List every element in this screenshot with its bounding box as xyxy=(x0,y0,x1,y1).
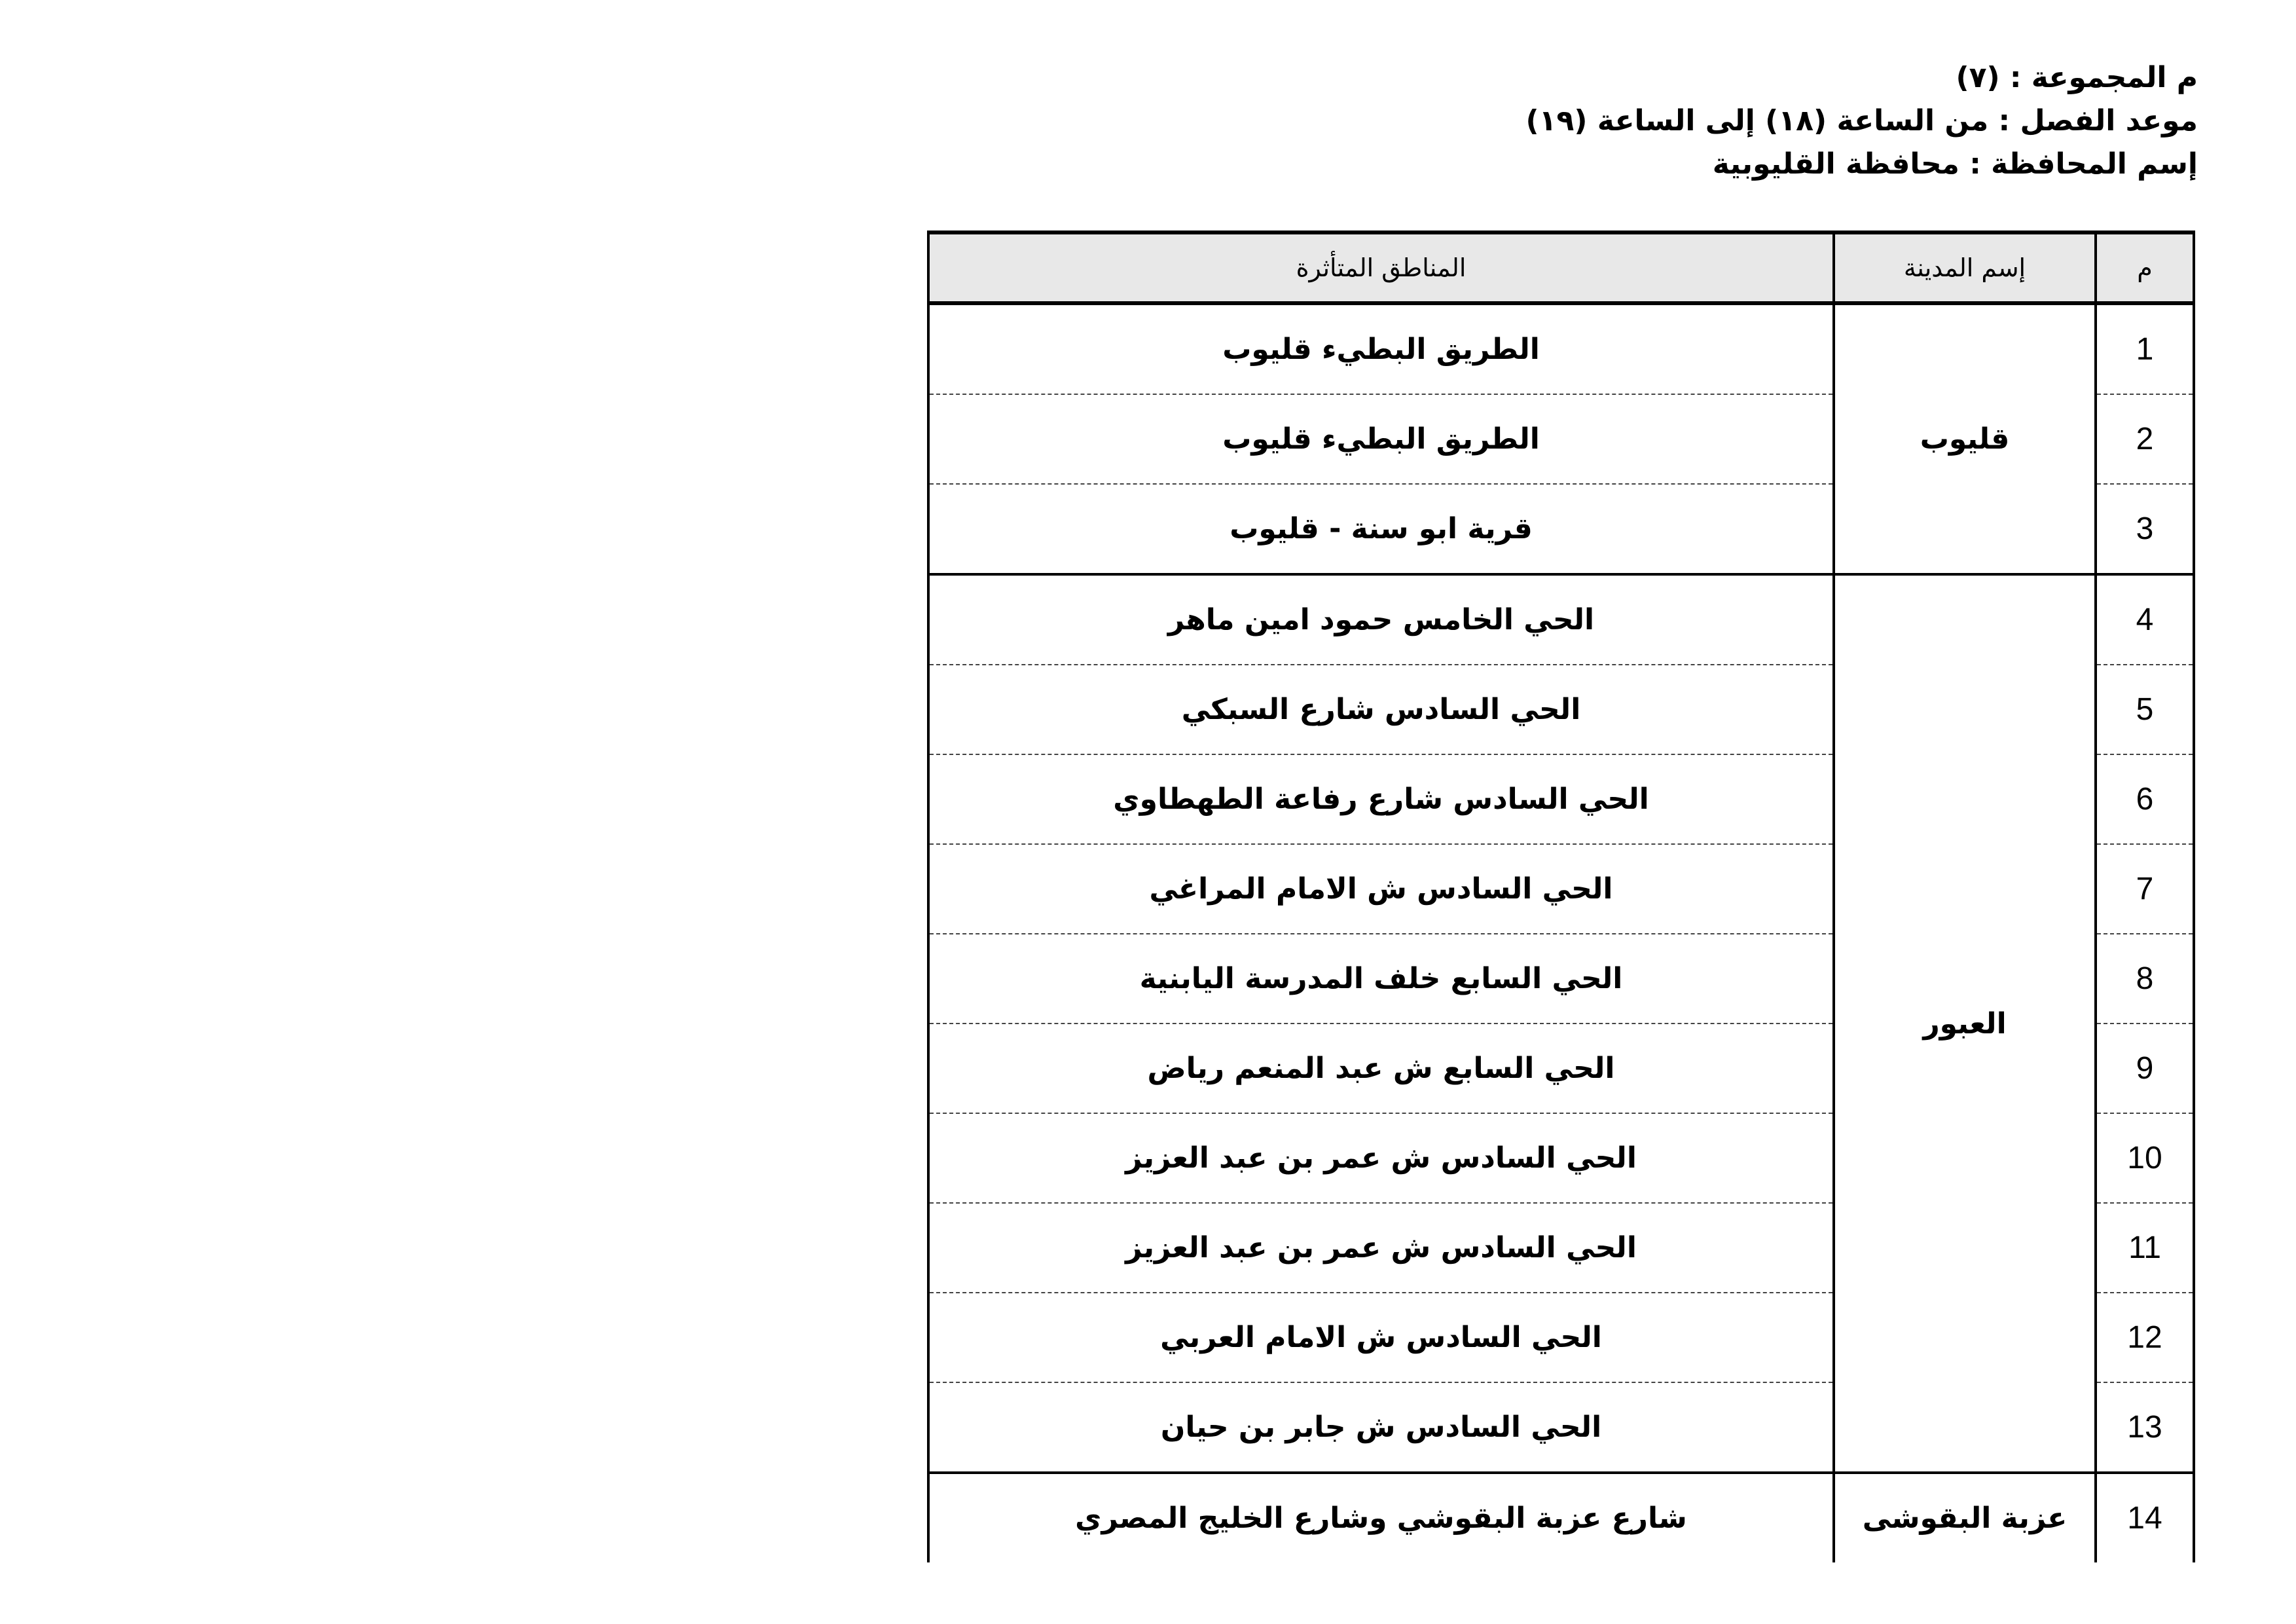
affected-area: الحي الخامس حمود امين ماهر xyxy=(928,574,1834,665)
affected-area: شارع عزبة البقوشي وشارع الخليج المصري xyxy=(928,1473,1834,1562)
table-row xyxy=(928,1473,2194,1562)
affected-area: الحي السادس ش الامام المراغي xyxy=(928,844,1834,934)
affected-area: الحي السادس شارع السبكي xyxy=(928,665,1834,754)
row-number: 3 xyxy=(2096,484,2194,574)
affected-area: الحي السادس شارع رفاعة الطهطاوي xyxy=(928,754,1834,844)
table-header-row xyxy=(928,232,2194,303)
affected-area: الحي السادس ش جابر بن حيان xyxy=(928,1382,1834,1473)
row-number: 11 xyxy=(2096,1203,2194,1293)
table-row xyxy=(928,574,2194,665)
row-number: 4 xyxy=(2096,574,2194,665)
city-cell-obour: العبور xyxy=(1834,574,2096,1473)
row-number: 7 xyxy=(2096,844,2194,934)
affected-areas-table xyxy=(927,231,2195,1562)
column-header-city: إسم المدينة xyxy=(1834,232,2096,303)
column-header-areas: المناطق المتأثرة xyxy=(928,232,1834,303)
row-number: 1 xyxy=(2096,303,2194,394)
affected-area: الطريق البطيء قليوب xyxy=(928,303,1834,394)
affected-area: الحي السادس ش عمر بن عبد العزيز xyxy=(928,1203,1834,1293)
row-number: 13 xyxy=(2096,1382,2194,1473)
table-row xyxy=(928,303,2194,394)
affected-area: الطريق البطيء قليوب xyxy=(928,394,1834,484)
row-number: 9 xyxy=(2096,1024,2194,1113)
row-number: 14 xyxy=(2096,1473,2194,1562)
city-cell-qalyub: قليوب xyxy=(1834,303,2096,574)
affected-area: الحي السادس ش عمر بن عبد العزيز xyxy=(928,1113,1834,1203)
affected-area: الحي السابع ش عبد المنعم رياض xyxy=(928,1024,1834,1113)
affected-area: قرية ابو سنة - قليوب xyxy=(928,484,1834,574)
row-number: 8 xyxy=(2096,934,2194,1024)
row-number: 6 xyxy=(2096,754,2194,844)
city-cell-ezbet-elbaqoushi: عزبة البقوشى xyxy=(1834,1473,2096,1562)
outage-time: موعد الفصل : من الساعة (١٨) إلى الساعة (١٩) xyxy=(1525,104,2198,138)
row-number: 2 xyxy=(2096,394,2194,484)
row-number: 10 xyxy=(2096,1113,2194,1203)
row-number: 12 xyxy=(2096,1293,2194,1382)
column-header-number: م xyxy=(2096,232,2194,303)
group-number: م المجموعة : (٧) xyxy=(1956,61,2198,94)
document-header xyxy=(1526,56,2198,186)
affected-area: الحي السادس ش الامام العربي xyxy=(928,1293,1834,1382)
governorate-name: إسم المحافظة : محافظة القليوبية xyxy=(1712,147,2198,181)
affected-area: الحي السابع خلف المدرسة اليابنية xyxy=(928,934,1834,1024)
row-number: 5 xyxy=(2096,665,2194,754)
